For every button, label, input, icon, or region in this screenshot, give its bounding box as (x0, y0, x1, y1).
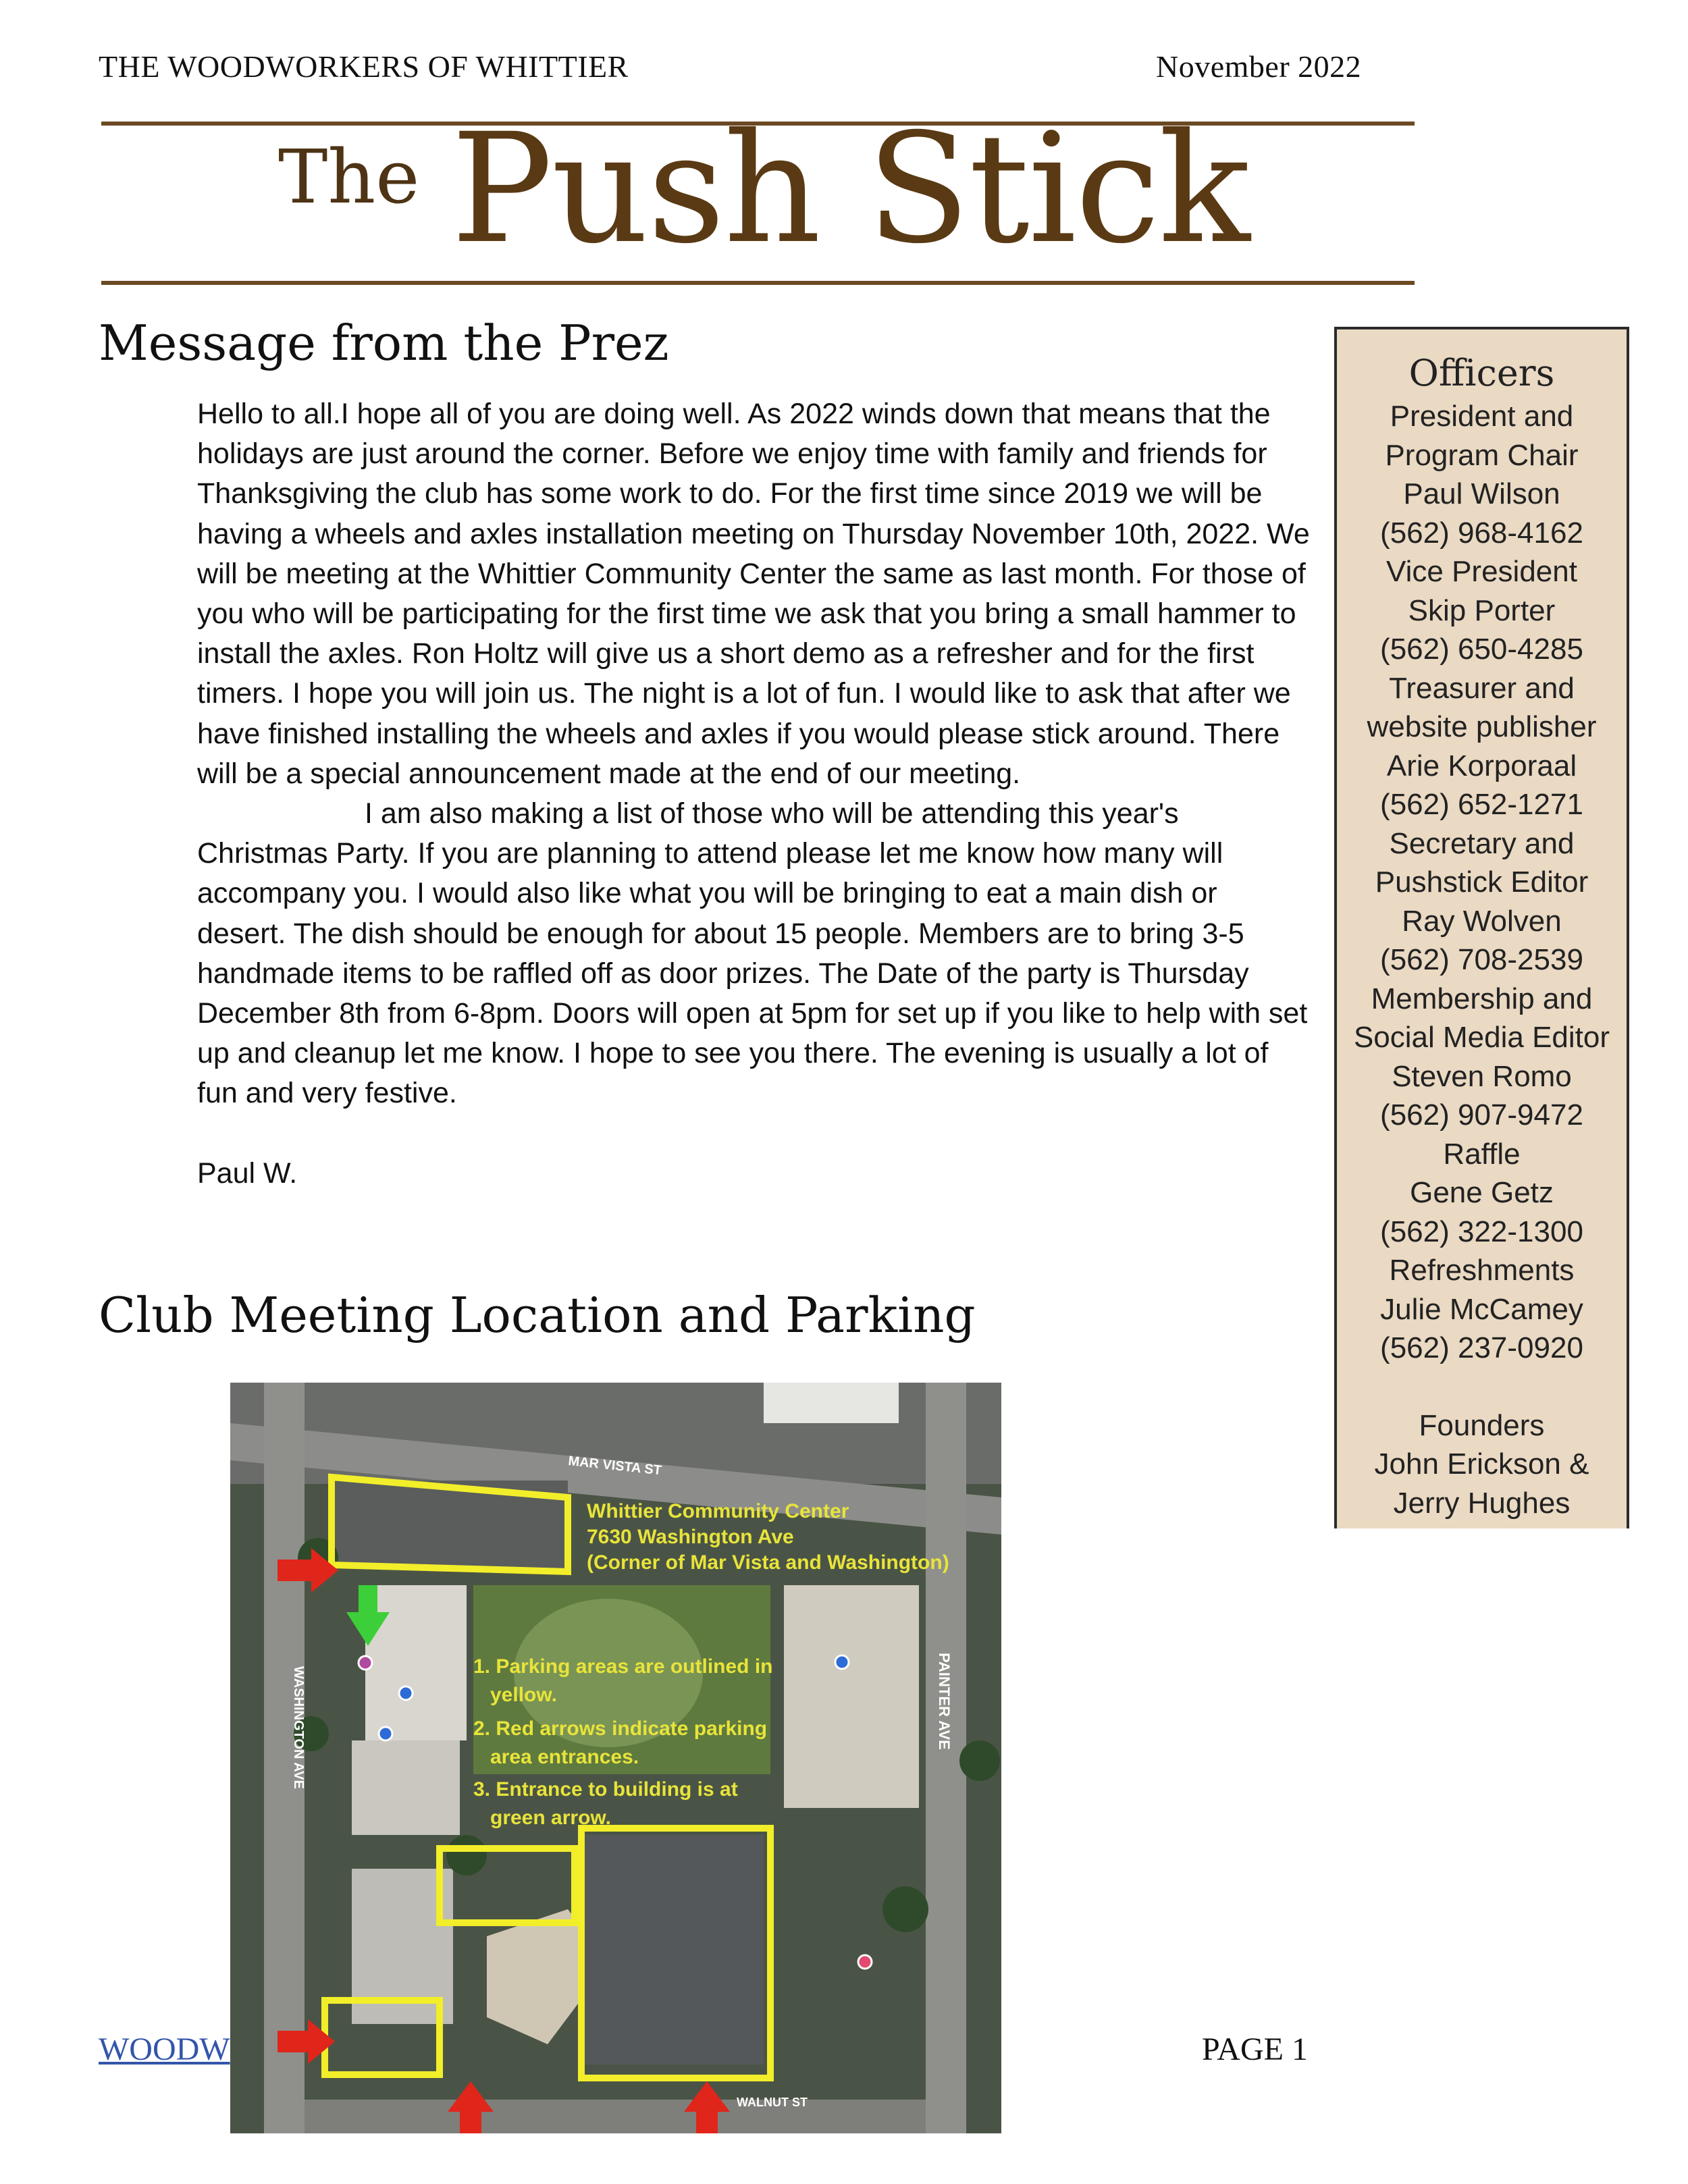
officer-line: (562) 968-4162 (1380, 516, 1583, 550)
officers-title: Officers (1408, 352, 1555, 394)
officer-line: Membership and (1371, 982, 1593, 1015)
officer-line: (562) 708-2539 (1380, 943, 1583, 976)
founders-line: Jerry Hughes (1393, 1486, 1571, 1520)
map-pin-icon (399, 1686, 413, 1700)
walnut-road (305, 2100, 926, 2133)
founders-block (1337, 1406, 1627, 1523)
lot-south-pavement (581, 1835, 764, 2065)
parking-pin-icon (835, 1655, 849, 1669)
officer-line: Vice President (1386, 555, 1577, 588)
officer-line: Program Chair (1385, 438, 1579, 472)
map-note-2a: 2. Red arrows indicate parking (473, 1717, 768, 1740)
map-pin-icon (359, 1656, 372, 1670)
officer-line: Raffle (1443, 1137, 1521, 1171)
map-pin-icon (858, 1955, 872, 1969)
tree (446, 1835, 487, 1875)
club-name-header: THE WOODWORKERS OF WHITTIER (99, 49, 629, 84)
tree (882, 1886, 928, 1932)
address-line-1: Whittier Community Center (587, 1500, 849, 1522)
officer-line: Paul Wilson (1403, 477, 1560, 510)
officer-line: Arie Korporaal (1386, 749, 1577, 782)
map-note-1b: yellow. (490, 1684, 557, 1706)
officer-line: Pushstick Editor (1375, 865, 1589, 899)
officer-line: (562) 652-1271 (1380, 788, 1583, 821)
building-annex (352, 1740, 460, 1835)
street-label-washington: WASHINGTON AVE (291, 1666, 306, 1789)
officers-sidebar (1334, 327, 1629, 1528)
officer-line: Social Media Editor (1353, 1021, 1610, 1054)
issue-date: November 2022 (1156, 49, 1362, 84)
map-pin-icon (379, 1727, 392, 1740)
officer-line: website publisher (1367, 710, 1597, 743)
masthead-bottom-rule (101, 281, 1415, 285)
location-heading: Club Meeting Location and Parking (99, 1287, 976, 1343)
parking-map (230, 1383, 1001, 2133)
address-line-2: 7630 Washington Ave (587, 1526, 794, 1548)
founders-line: Founders (1419, 1408, 1545, 1442)
building-north (764, 1383, 899, 1423)
officer-line: Steven Romo (1392, 1059, 1572, 1093)
officer-line: Julie McCamey (1380, 1292, 1583, 1326)
officer-line: Treasurer and (1389, 671, 1575, 705)
officer-line: Refreshments (1389, 1254, 1575, 1287)
map-note-2b: area entrances. (490, 1746, 639, 1768)
footer-website-link[interactable]: WOODW (99, 2031, 230, 2067)
map-note-1a: 1. Parking areas are outlined in (473, 1655, 773, 1678)
map-note-3b: green arrow. (490, 1807, 611, 1829)
prez-letter (197, 394, 1311, 1194)
officer-line: Secretary and (1389, 826, 1575, 860)
officer-line: President and (1390, 400, 1574, 433)
letter-signature: Paul W. (197, 1156, 298, 1190)
building-community-center (365, 1585, 467, 1740)
prez-heading: Message from the Prez (99, 315, 669, 371)
founders-line: John Erickson & (1374, 1447, 1589, 1481)
page-number: PAGE 1 (1202, 2031, 1308, 2067)
officer-line: (562) 907-9472 (1380, 1098, 1583, 1131)
officers-list (1337, 397, 1627, 1368)
officer-line: (562) 237-0920 (1380, 1331, 1583, 1364)
street-label-painter: PAINTER AVE (936, 1653, 953, 1750)
masthead-title: Push Stick (451, 101, 1249, 277)
officer-line: Skip Porter (1408, 593, 1556, 627)
masthead-the: The (278, 134, 420, 220)
address-line-3: (Corner of Mar Vista and Washington) (587, 1551, 949, 1574)
letter-paragraph-1: Hello to all.I hope all of you are doing well. As 2022 winds down that means that the holidays are just around the corner. Before we enjoy time with family and friends for Thanksgiving the club has some work to do. For the first time since 2019 we will be having a wheels and axles installation meeting on Thursday November 10th, 2022. We will be meeting at the Whittier Community Center the same as last month. For those of you who will be participating for the first time we ask that you bring a small hammer to install the axles. Ron Holtz will give us a short demo as a refresher and for the first timers. I hope you will join us. The night is a lot of fun. I would like to ask that after we have finished installing the wheels and axles if you would please stick around. There will be a special announcement made at the end of our meeting. (197, 398, 1310, 790)
letter-paragraph-2: I am also making a list of those who will be attending this year's Christmas Party. If you are planning to attend please let me know how many will accompany you. I would also like what you will be bringing to eat a main dish or desert. The dish should be enough for about 15 people. Members are to bring 3-5 handmade items to be raffled off as door prizes. The Date of the party is Thursday December 8th from 6-8pm. Doors will open at 5pm for set up if you like to help with set up and cleanup let me know. I hope to see you there. The evening is usually a lot of fun and very festive. (197, 797, 1308, 1110)
street-label-mar-vista: MAR VISTA ST (567, 1454, 662, 1479)
officer-line: Gene Getz (1410, 1176, 1554, 1209)
officer-line: (562) 650-4285 (1380, 633, 1583, 666)
officer-line: Ray Wolven (1402, 904, 1562, 938)
street-label-walnut: WALNUT ST (737, 2096, 808, 2109)
building-east (784, 1585, 919, 1808)
tree (959, 1740, 1000, 1781)
officer-line: (562) 322-1300 (1380, 1215, 1583, 1248)
map-note-3a: 3. Entrance to building is at (473, 1778, 738, 1801)
